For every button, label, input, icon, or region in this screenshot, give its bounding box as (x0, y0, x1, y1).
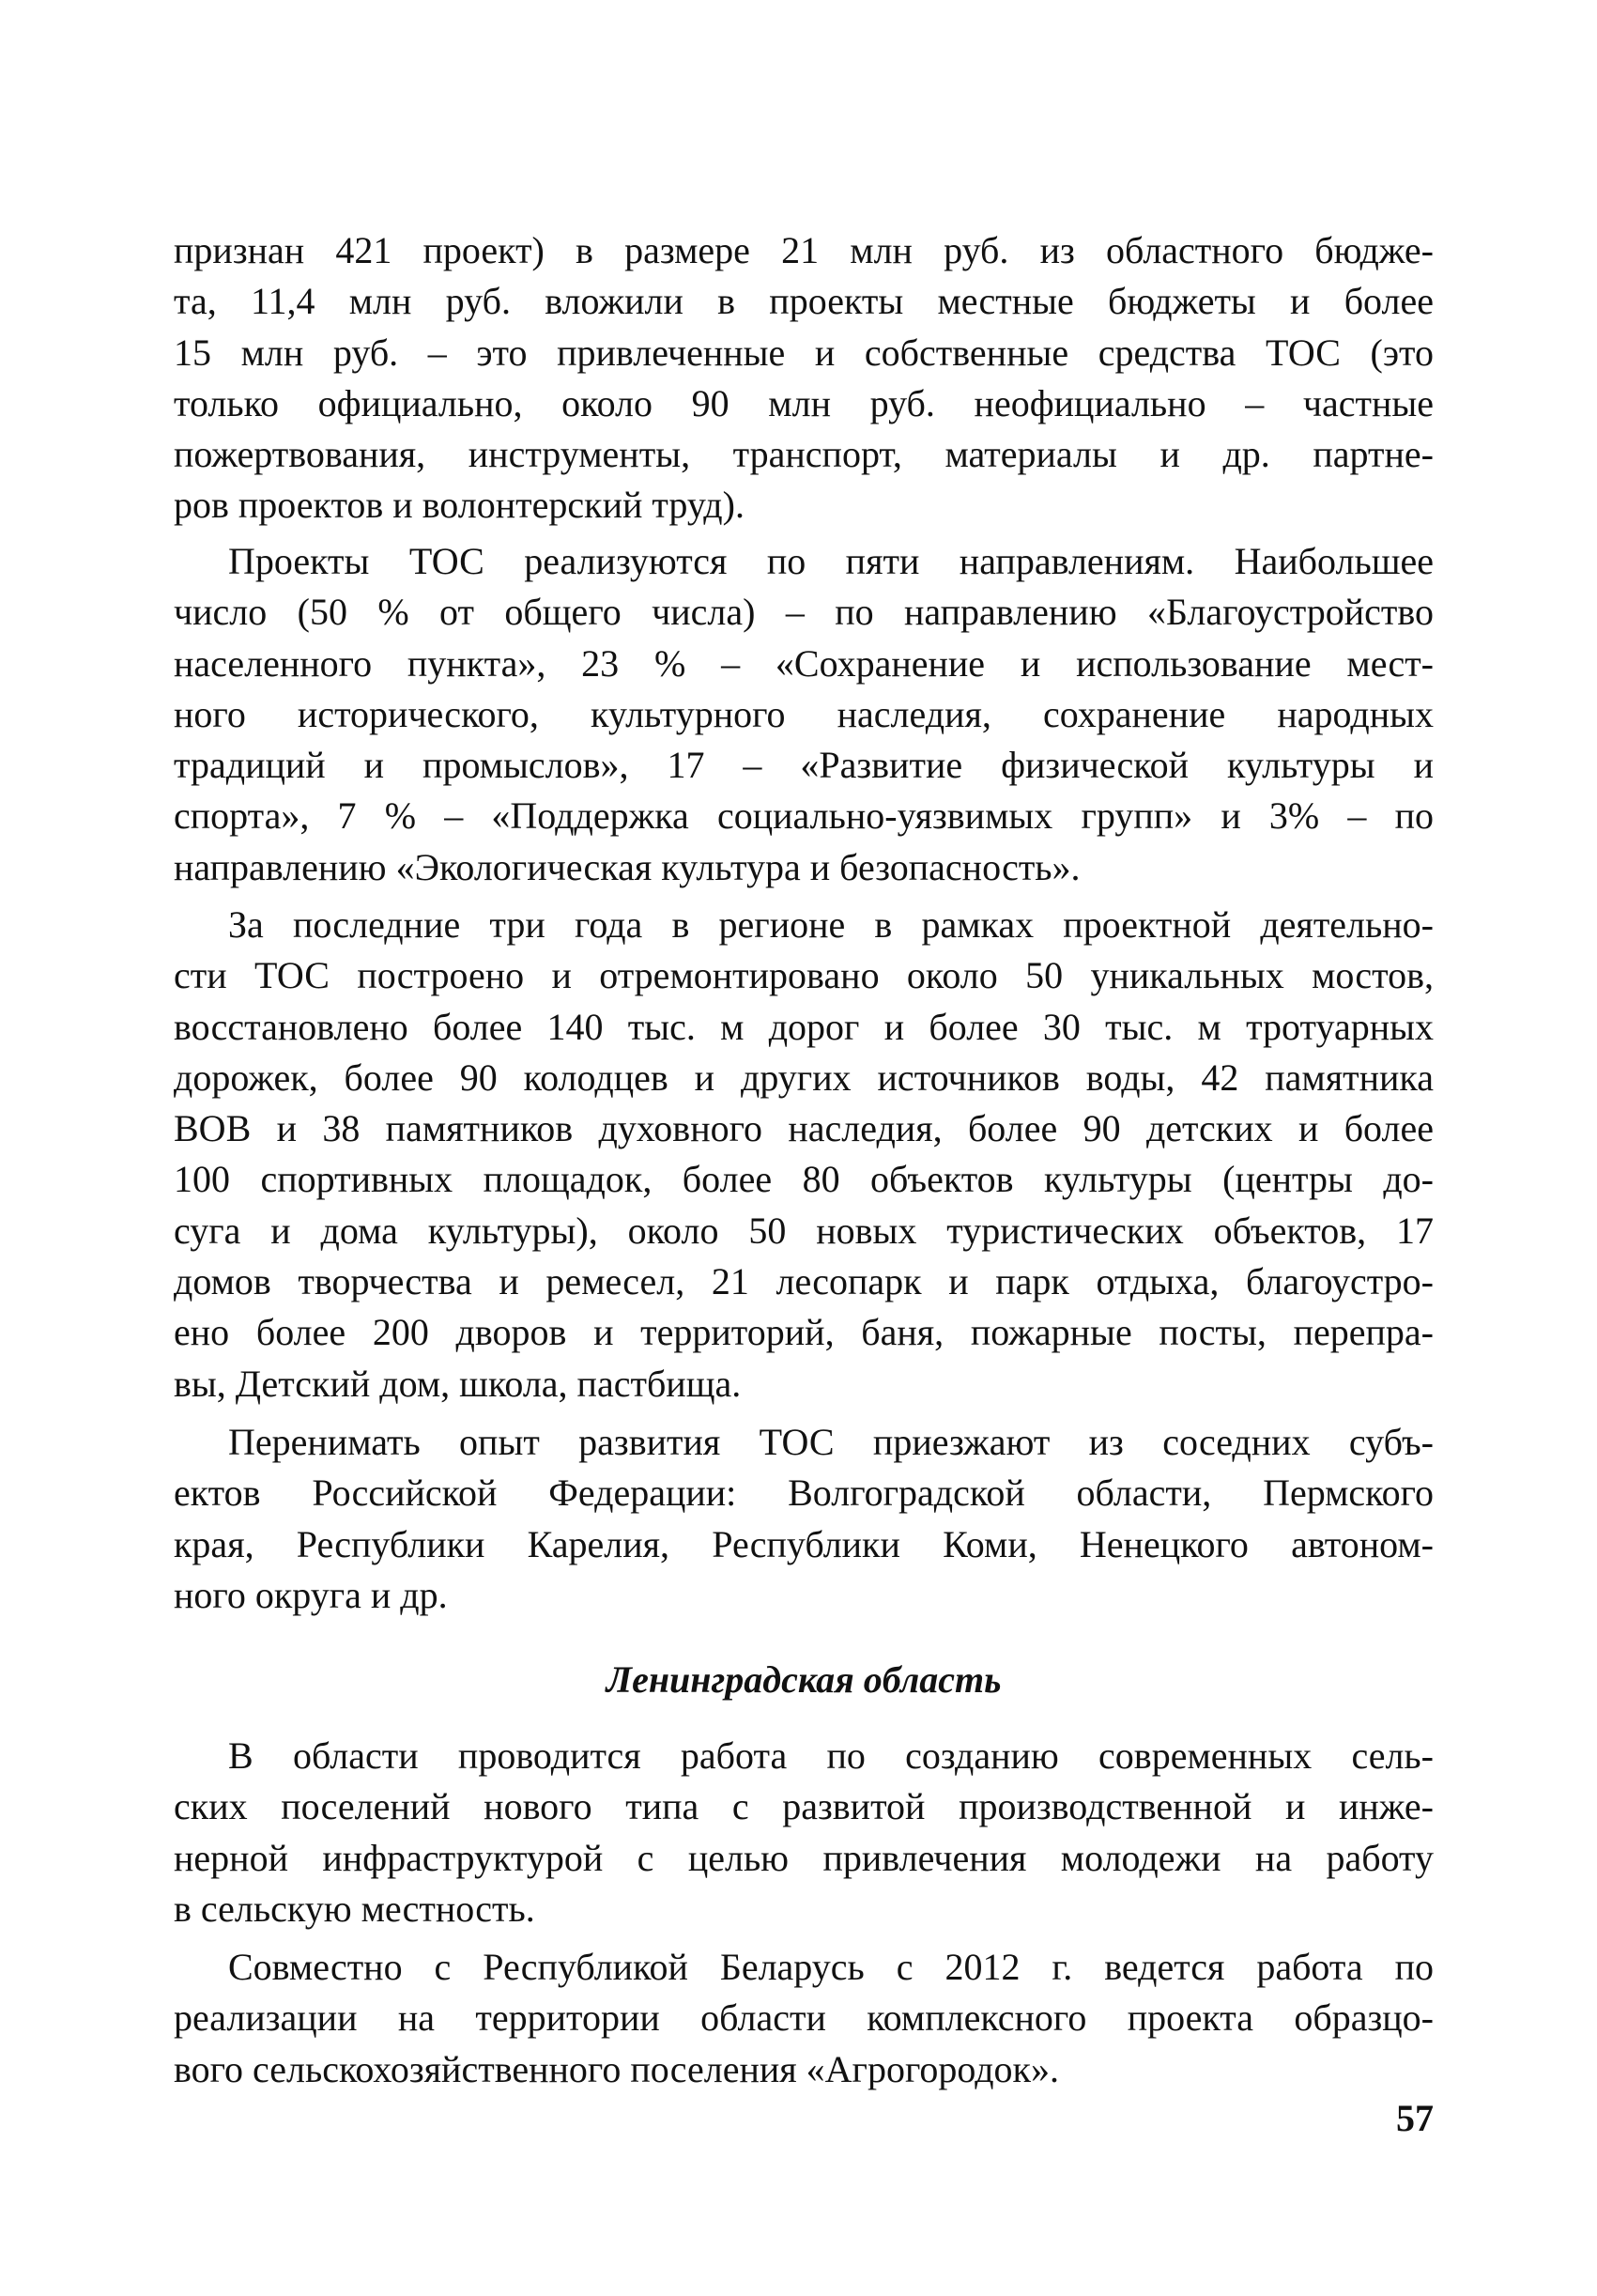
text-line: домов творчества и ремесел, 21 лесопарк и парк отдыха, благоустро- (174, 1260, 1434, 1303)
text-line: 100 спортивных площадок, более 80 объектов культуры (центры до- (174, 1158, 1434, 1201)
text-line: вого сельскохозяйственного поселения «Агрогородок». (174, 2047, 1059, 2090)
section-heading: Ленинградская область (606, 1658, 1002, 1701)
paragraph-experience (174, 1417, 1434, 1621)
paragraph-funding (174, 225, 1434, 532)
text-line: спорта», 7 % – «Поддержка социально-уязвимых групп» и 3% – по (174, 794, 1434, 838)
text-line: только официально, около 90 млн руб. неофициально – частные (174, 381, 1434, 424)
paragraph-agrotown (174, 1942, 1434, 2095)
text-line: нерной инфраструктурой с целью привлечения молодежи на работу (174, 1836, 1434, 1879)
text-line: В области проводится работа по созданию современных сель- (228, 1734, 1434, 1777)
text-line: ектов Российской Федерации: Волгоградской области, Пермского (174, 1472, 1434, 1515)
text-line: реализации на территории области комплексного проекта образцо- (174, 1996, 1434, 2040)
paragraph-achievements (174, 900, 1434, 1410)
text-line: в сельскую местность. (174, 1887, 535, 1930)
text-line: 15 млн руб. – это привлеченные и собственные средства ТОС (это (174, 331, 1434, 374)
text-line: восстановлено более 140 тыс. м дорог и более 30 тыс. м тротуарных (174, 1005, 1434, 1048)
text-line: населенного пункта», 23 % – «Сохранение и использование мест- (174, 641, 1434, 685)
text-line: направлению «Экологическая культура и безопасность». (174, 845, 1081, 888)
text-line: число (50 % от общего числа) – по направлению «Благоустройство (174, 591, 1434, 634)
text-line: За последние три года в регионе в рамках проектной деятельно- (228, 903, 1434, 946)
text-line: сти ТОС построено и отремонтировано около 50 уникальных мостов, (174, 954, 1434, 997)
paragraph-directions (174, 536, 1434, 893)
text-line: ров проектов и волонтерский труд). (174, 484, 745, 527)
text-line: дорожек, более 90 колодцев и других источников воды, 42 памятника (174, 1056, 1434, 1099)
text-line: Перенимать опыт развития ТОС приезжают из соседних субъ- (228, 1421, 1434, 1463)
text-line: пожертвования, инструменты, транспорт, материалы и др. партне- (174, 433, 1434, 476)
page-number: 57 (1396, 2097, 1434, 2139)
text-line: ских поселений нового типа с развитой производственной и инже- (174, 1785, 1434, 1828)
text-line: вы, Детский дом, школа, пастбища. (174, 1362, 742, 1405)
text-line: ного исторического, культурного наследия, сохранение народных (174, 692, 1434, 735)
text-line: суга и дома культуры), около 50 новых туристических объектов, 17 (174, 1209, 1434, 1252)
text-line: ВОВ и 38 памятников духовного наследия, более 90 детских и более (174, 1107, 1434, 1150)
text-line: ного округа и др. (174, 1573, 448, 1616)
text-line: та, 11,4 млн руб. вложили в проекты местные бюджеты и более (174, 280, 1434, 323)
paragraph-rural-settlements (174, 1731, 1434, 1934)
text-line: Проекты ТОС реализуются по пяти направлениям. Наибольшее (228, 540, 1434, 582)
text-line: Совместно с Республикой Беларусь с 2012 г. ведется работа по (228, 1946, 1434, 1988)
text-line: края, Республики Карелия, Республики Коми, Ненецкого автоном- (174, 1522, 1434, 1565)
text-line: признан 421 проект) в размере 21 млн руб. из областного бюдже- (174, 229, 1434, 271)
text-line: ено более 200 дворов и территорий, баня, пожарные посты, перепра- (174, 1311, 1434, 1354)
text-line: традиций и промыслов», 17 – «Развитие физической культуры и (174, 744, 1434, 787)
